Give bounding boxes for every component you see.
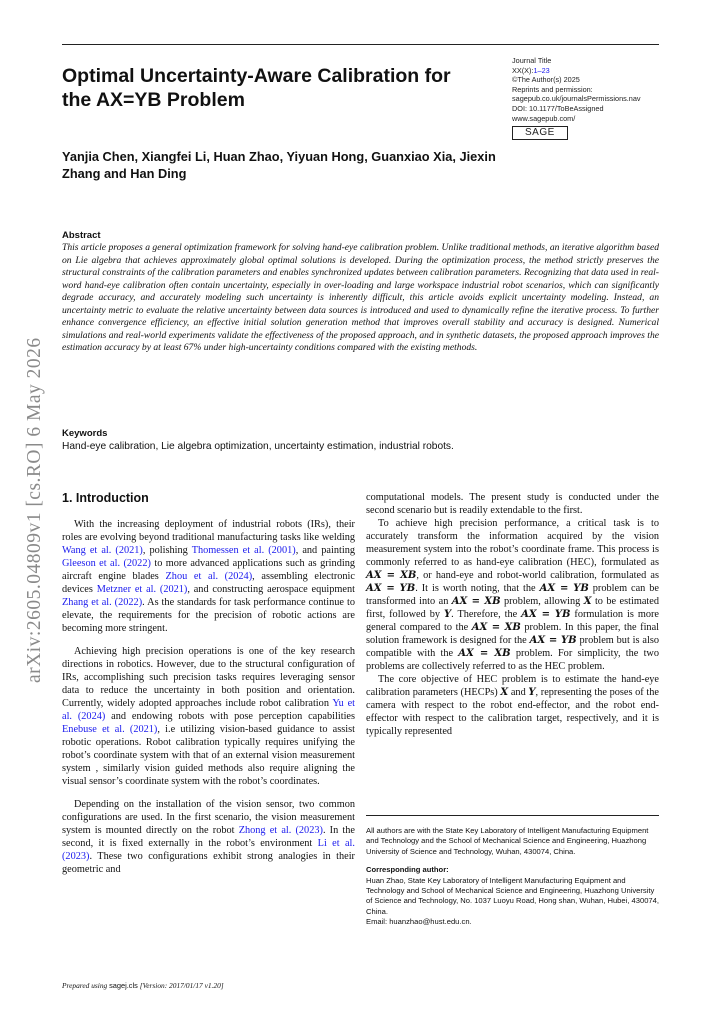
page-range-link[interactable]: 1–23 (533, 65, 550, 75)
journal-permissions[interactable]: sagepub.co.uk/journalsPermissions.nav (512, 94, 641, 104)
journal-info (512, 56, 662, 140)
keywords-text: Hand-eye calibration, Lie algebra optimization, uncertainty estimation, industrial robots. (62, 441, 454, 452)
citation-link[interactable]: Zhong et al. (2023) (238, 825, 323, 836)
author-list: Yanjia Chen, Xiangfei Li, Huan Zhao, Yiyuan Hong, Guanxiao Xia, Jiexin Zhang and Han Ding (62, 149, 496, 181)
prepared-version: [Version: 2017/01/17 v1.20] (137, 981, 224, 990)
citation-link[interactable]: Li et al. (2023) (62, 838, 355, 862)
paragraph: Depending on the installation of the vision sensor, two common configurations are used. In the first scenario, the vision measurement system is mounted directly on the robot Zhong et al. (2023). In the second, it is fixed externally in the robot’s environment Li et al. (2023). These two configurations exhibit strong analogies in their geometric and (62, 799, 355, 875)
citation-link[interactable]: Yu et al. (2024) (62, 698, 355, 722)
right-column (366, 491, 659, 738)
citation-link[interactable]: Gleeson et al. (2022) (62, 558, 151, 569)
citation-link[interactable]: Zhang et al. (2022) (62, 597, 143, 608)
journal-doi[interactable]: DOI: 10.1177/ToBeAssigned (512, 103, 604, 113)
paragraph: computational models. The present study is conducted under the second scenario but is readily extendable to the first. (366, 492, 659, 516)
journal-volume (512, 66, 662, 76)
paragraph: To achieve high precision performance, a critical task is to accurately transform the information acquired by the vision measurement system into the robot’s coordinate frame. This process is commonly referred to as hand-eye calibration (HEC), formulated as AX = XB, or hand-eye and robot-world calibration, formulated as AX = YB. It is worth noting, that the AX = YB problem can be transformed into an AX = XB problem, allowing X to be estimated first, followed by Y. Therefore, the AX = YB formulation is more general compared to the AX = XB problem. In this paper, the final solution framework is designed for the AX = YB problem but is also compatible with the AX = XB problem. For simplicity, the two problems are collectively referred to as the HEC problem. (366, 518, 660, 672)
paper-title: Optimal Uncertainty-Aware Calibration for the AX=YB Problem (62, 65, 451, 111)
section-heading: 1. Introduction (62, 491, 149, 505)
math-expression: AX = XB (451, 596, 501, 607)
math-expression: Y (443, 609, 452, 620)
abstract-heading: Abstract (62, 230, 101, 241)
math-expression: AX = YB (366, 583, 416, 594)
math-expression: AX = XB (471, 622, 521, 633)
journal-website[interactable]: www.sagepub.com/ (512, 113, 576, 123)
paragraph: With the increasing deployment of industrial robots (IRs), their roles are evolving beyond traditional manufacturing tasks like welding Wang et al. (2021), polishing Thomessen et al. (2001), and painting Gleeson et al. (2022) to more advanced applications such as grinding aircraft engine blades Zhou et al. (2024), assembling electronic devices Metzner et al. (2021), and constructing aerospace equipment Zhang et al. (2022). As the standards for task performance continue to elevate, the requirements for the precision of robotic actions are becoming more stringent. (62, 519, 356, 634)
math-expression: Y (528, 687, 536, 698)
math-expression: X (500, 687, 509, 698)
footnote-rule (366, 815, 659, 816)
paragraph: Achieving high precision operations is one of the key research directions in robotics. However, due to the structural configuration of IRs, accomplishing such precision tasks requires leveraging sensor data to reduce the uncertainty in both position and orientation. Currently, widely adopted approaches include robot calibration Yu et al. (2024) and endowing robots with pose perception capabilities Enebuse et al. (2021), i.e utilizing vision-based guidance to assist robotic operations. Robot calibration typically requires unifying the robot’s coordinate system with that of an external vision measurement system , similarly vision guided methods also require aligning the visual sensor’s coordinate system with the robot’s coordinates. (62, 646, 356, 787)
corresponding-email[interactable]: Email: huanzhao@hust.edu.cn. (366, 917, 472, 927)
sage-logo: SAGE (512, 126, 568, 140)
arxiv-identifier: arXiv:2605.04809v1 [cs.RO] 6 May 2026 (24, 337, 45, 683)
abstract-text: This article proposes a general optimization framework for solving hand-eye calibration problem. Unlike traditional methods, an iterative algorithm based on Lie algebra that achieves approximately global optimal solutions is developed. During the optimization process, the method strictly preserves the structural constraints of the calibration parameters and enables synchronized updates between calibration parameters. Recognizing that data used in real-word hand-eye calibration often contain uncertainty, especially in over-loading and large workspace industrial robot scenarios, which can significantly degrade accuracy, and accurately modeling such uncertainty is inherently difficult, this article avoids explicit uncertainty modeling. Instead, an uncertainty metric to evaluate the relative uncertainty between data sources is introduced and used to dynamically refine the iterative process. To further enhance convergence efficiency, an effective initial solution generation method that improves overall stability and accuracy is designed. Numerical simulations and real-world experiments validate the effectiveness of the proposed approach, and in synthetic datasets, the proposed approach improves the estimation accuracy by at least 67% under high-uncertainty conditions compared with the existing methods. (62, 242, 659, 353)
journal-title: Journal Title (512, 56, 552, 65)
affiliation-note: All authors are with the State Key Laboratory of Intelligent Manufacturing Equipment and Technology and the School of Mechanical Science and Engineering, Huazhong University of Science and Technology, Wuhan, 430074, China. (366, 826, 649, 856)
journal-volume-text: XX(X):1–23 (512, 65, 550, 75)
math-expression: AX = XB (366, 570, 417, 581)
math-expression: X (583, 596, 592, 607)
left-column (62, 518, 355, 876)
corresponding-text: Huan Zhao, State Key Laboratory of Intelligent Manufacturing Equipment and Technology and School of Mechanical Science and Engineering, Huazhong University of Science and Technology, No. 1037 Luoyu Road, Hong shan, Wuhan, Hubei, 430074, China. (366, 875, 659, 916)
corresponding-heading: Corresponding author: (366, 865, 449, 875)
keywords-heading: Keywords (62, 428, 108, 439)
citation-link[interactable]: Thomessen et al. (2001) (191, 545, 296, 556)
citation-link[interactable]: Metzner et al. (2021) (96, 584, 188, 595)
paragraph: The core objective of HEC problem is to estimate the hand-eye calibration parameters (HECPs) X and Y, representing the poses of the camera with respect to the robot end-effector, and the robot end-effector with respect to the calibration target, respectively, and it is typically represented (366, 674, 659, 737)
footnotes (366, 826, 659, 928)
citation-link[interactable]: Zhou et al. (2024) (165, 571, 253, 582)
math-expression: AX = YB (539, 583, 589, 594)
citation-link[interactable]: Enebuse et al. (2021) (62, 724, 158, 735)
citation-link[interactable]: Wang et al. (2021) (62, 545, 143, 556)
math-expression: AX = YB (529, 635, 577, 646)
prepared-prefix: Prepared using (62, 981, 110, 990)
header-rule (62, 44, 659, 45)
journal-copyright: ©The Author(s) 2025 (512, 75, 580, 85)
prepared-using-note (62, 981, 224, 990)
journal-reprints: Reprints and permission: (512, 84, 593, 94)
class-file-name: sagej.cls (109, 981, 138, 990)
math-expression: AX = YB (521, 609, 571, 620)
math-expression: AX = XB (458, 648, 511, 659)
